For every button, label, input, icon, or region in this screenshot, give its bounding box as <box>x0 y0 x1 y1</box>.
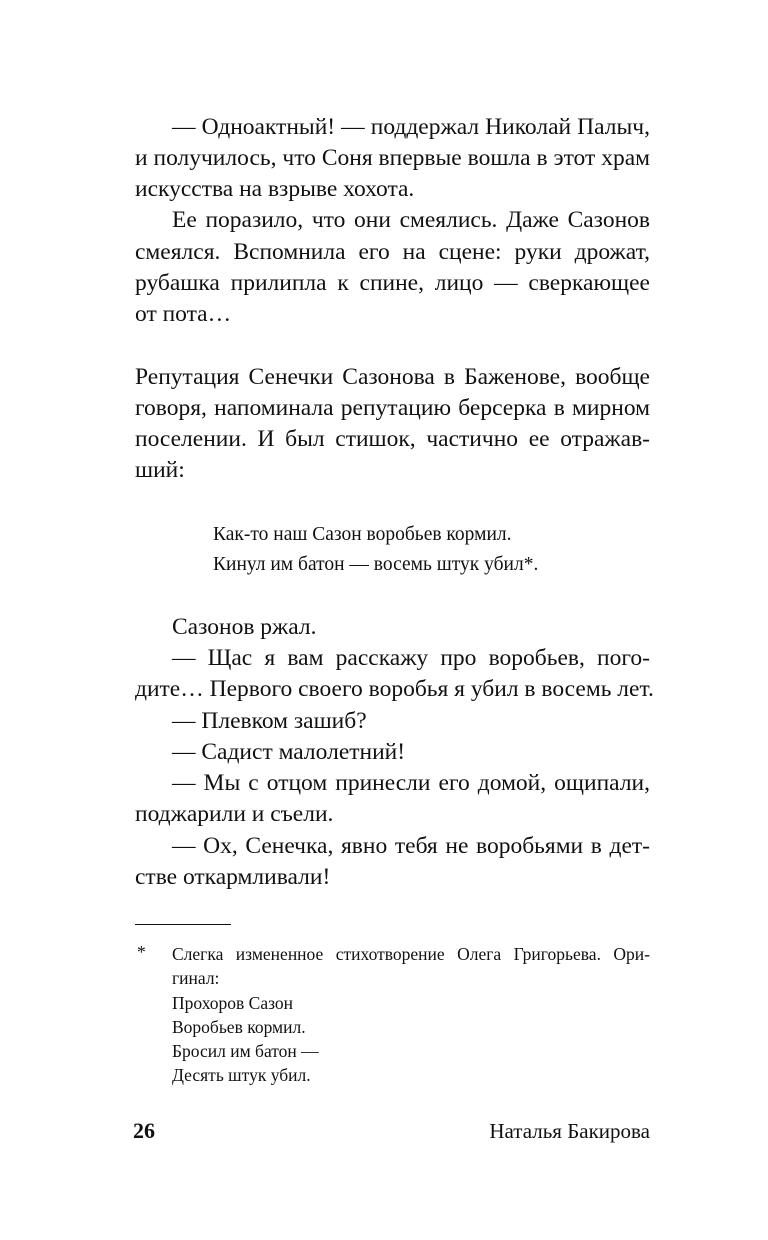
text-line: Репутация Сенечки Сазонова в Баженове, вообще <box>135 364 650 390</box>
text-line: — Плевком зашиб? <box>172 708 367 734</box>
text-line: и получилось, что Соня впервые вошла в этот храм <box>135 145 650 171</box>
text-line: от пота… <box>135 301 232 327</box>
footnote-line: Бросил им батон — <box>172 1041 319 1061</box>
text-line: Ее поразило, что они смеялись. Даже Сазонов <box>172 207 650 233</box>
footnote-line: Слегка измененное стихотворение Олега Григорьева. Ори- <box>172 944 650 964</box>
text-line: смеялся. Вспомнила его на сцене: руки дрожат, <box>135 239 650 265</box>
footnote-line: Десять штук убил. <box>172 1065 311 1085</box>
text-line: Сазонов ржал. <box>172 614 317 640</box>
text-line: — Мы с отцом принесли его домой, ощипали, <box>172 770 650 796</box>
text-line: стве откармливали! <box>135 864 331 890</box>
text-line: — Садист малолетний! <box>172 739 406 765</box>
text-line: — Ох, Сенечка, явно тебя не воробьями в дет- <box>172 833 650 859</box>
footnote-line: Прохоров Сазон <box>172 993 294 1013</box>
footnote-marker: * <box>137 942 146 962</box>
text-line: рубашка прилипла к спине, лицо — сверкающее <box>135 270 650 296</box>
text-line: дите… Первого своего воробья я убил в восемь лет. <box>135 676 654 702</box>
footnote-divider <box>135 924 231 925</box>
footnote-line: гинал: <box>172 968 220 988</box>
text-line: искусства на взрыве хохота. <box>135 176 415 202</box>
poem-line: Как-то наш Сазон воробьев кормил. <box>213 524 512 545</box>
page-number: 26 <box>133 1118 155 1143</box>
running-footer-author: Наталья Бакирова <box>489 1119 650 1143</box>
poem-line: Кинул им батон — восемь штук убил*. <box>213 554 539 575</box>
text-line: поджарили и съели. <box>135 801 334 827</box>
text-line: — Щас я вам расскажу про воробьев, пого- <box>172 645 650 671</box>
text-line: говоря, напоминала репутацию берсерка в мирном <box>135 395 650 421</box>
footnote-line: Воробьев кормил. <box>172 1017 306 1037</box>
text-line: ший: <box>135 457 185 483</box>
text-line: поселении. И был стишок, частично ее отражав- <box>135 426 650 452</box>
text-line: — Одноактный! — поддержал Николай Палыч, <box>172 114 650 140</box>
